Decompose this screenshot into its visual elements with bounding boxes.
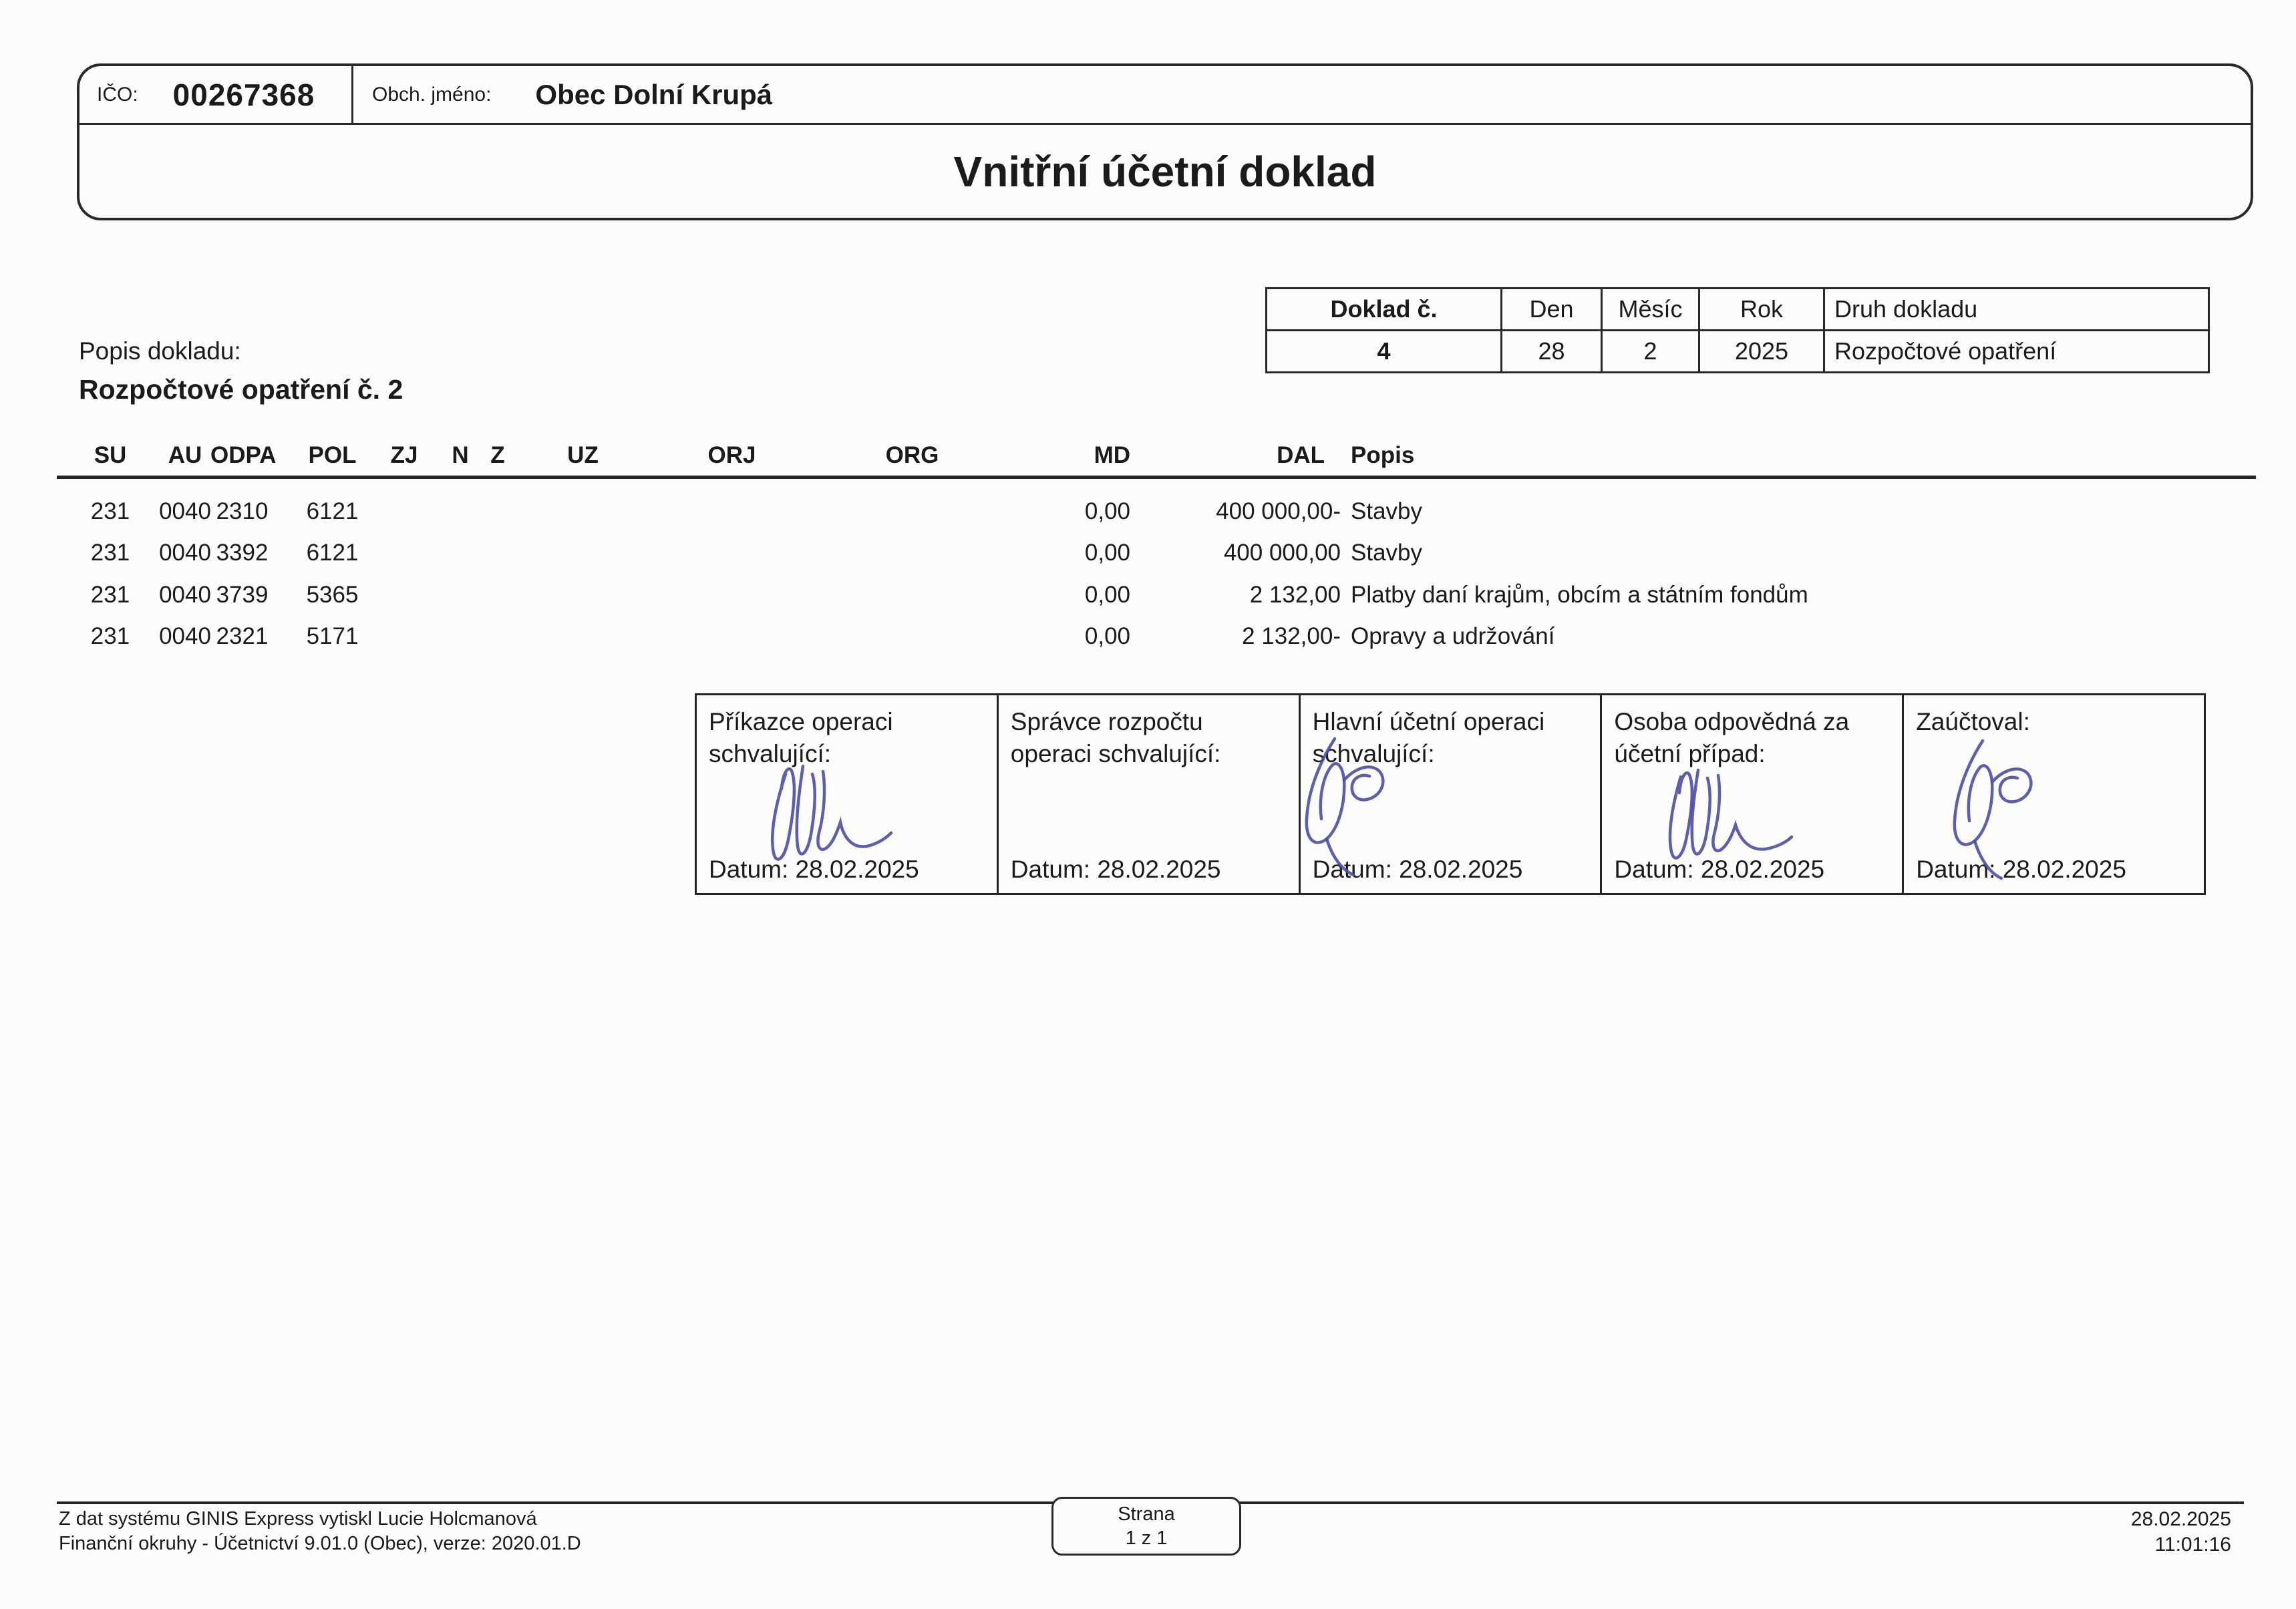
cell-md: 0,00 — [1084, 582, 1130, 608]
cell-au: 0040 — [159, 623, 211, 649]
signature-date: Datum: 28.02.2025 — [1010, 856, 1221, 883]
cell-md: 0,00 — [1084, 623, 1130, 649]
column-header-dal: DAL — [1277, 442, 1325, 468]
footer-print-line2: Finanční okruhy - Účetnictví 9.01.0 (Obec), verze: 2020.01.D — [59, 1533, 581, 1554]
signature-box-label — [1313, 706, 1589, 770]
company-name-value: Obec Dolní Krupá — [535, 78, 773, 110]
cell-pol: 6121 — [306, 540, 359, 566]
signature-box-label — [1011, 706, 1287, 770]
signature-date: Datum: 28.02.2025 — [1916, 856, 2126, 883]
footer-datetime — [2131, 1507, 2231, 1558]
signature-boxes-row — [695, 693, 2206, 895]
signature-date: Datum: 28.02.2025 — [1614, 856, 1825, 883]
signature-date: Datum: 28.02.2025 — [709, 856, 919, 883]
cell-dal: 400 000,00- — [1216, 498, 1341, 524]
page-number-box — [1051, 1497, 1241, 1556]
day-value: 28 — [1502, 331, 1602, 373]
month-header: Měsíc — [1602, 289, 1699, 331]
cell-dal: 2 132,00- — [1242, 623, 1341, 649]
signature-box-label — [709, 706, 985, 770]
cell-md: 0,00 — [1084, 540, 1130, 566]
cell-dal: 2 132,00 — [1249, 582, 1341, 608]
document-title: Vnitřní účetní doklad — [953, 147, 1377, 196]
column-header-orj: ORJ — [707, 442, 756, 468]
column-header-uz: UZ — [567, 442, 599, 468]
company-cell — [353, 66, 2251, 123]
column-header-popis: Popis — [1351, 442, 1415, 468]
document-header-box — [77, 63, 2253, 220]
cell-dal: 400 000,00 — [1223, 540, 1341, 566]
label-line: Hlavní účetní operaci — [1312, 708, 1545, 735]
signature-box-hlavni-ucetni — [1299, 693, 1603, 895]
doc-number-header: Doklad č. — [1267, 289, 1502, 331]
column-header-su: SU — [94, 442, 127, 468]
cell-popis: Stavby — [1351, 498, 1422, 524]
description-label: Popis dokladu: — [79, 337, 241, 365]
month-value: 2 — [1602, 331, 1699, 373]
company-name-label: Obch. jméno: — [372, 83, 492, 106]
label-line: schvalující: — [1312, 740, 1435, 767]
cell-odpa: 3392 — [216, 540, 269, 566]
doc-info-value-row — [1267, 331, 2209, 373]
cell-su: 231 — [90, 582, 130, 608]
cell-au: 0040 — [159, 498, 211, 524]
cell-odpa: 2310 — [216, 498, 269, 524]
cell-odpa: 2321 — [216, 623, 269, 649]
doc-number-value: 4 — [1267, 331, 1502, 373]
day-header: Den — [1502, 289, 1602, 331]
footer-print-date: 28.02.2025 — [2130, 1508, 2231, 1530]
cell-popis: Stavby — [1351, 540, 1422, 566]
company-info-strip — [79, 66, 2251, 125]
cell-au: 0040 — [159, 540, 211, 566]
signature-box-osoba-odpovedna — [1600, 693, 1904, 895]
year-value: 2025 — [1699, 331, 1824, 373]
column-header-zj: ZJ — [390, 442, 418, 468]
footer-print-time: 11:01:16 — [2154, 1534, 2231, 1556]
cell-popis: Platby daní krajům, obcím a státním fondům — [1351, 582, 1808, 608]
cell-pol: 6121 — [306, 498, 359, 524]
cell-su: 231 — [90, 540, 130, 566]
year-header: Rok — [1699, 289, 1824, 331]
signature-box-label — [1916, 706, 2192, 738]
footer-print-line1: Z dat systému GINIS Express vytiskl Lucie Holcmanová — [59, 1508, 537, 1530]
column-header-org: ORG — [885, 442, 939, 468]
signature-box-spravce — [997, 693, 1301, 895]
column-header-au: AU — [168, 442, 202, 468]
cell-pol: 5171 — [306, 623, 359, 649]
cell-popis: Opravy a udržování — [1351, 623, 1555, 649]
cell-md: 0,00 — [1084, 498, 1130, 524]
cell-au: 0040 — [159, 582, 211, 608]
footer-print-info — [59, 1507, 581, 1556]
ico-cell — [79, 66, 353, 123]
signature-box-label — [1614, 706, 1890, 770]
cell-pol: 5365 — [306, 582, 359, 608]
label-line: Správce rozpočtu — [1010, 708, 1203, 735]
ico-label: IČO: — [97, 83, 138, 106]
signature-box-zauctoval — [1902, 693, 2206, 895]
column-header-odpa: ODPA — [210, 442, 277, 468]
label-line: Příkazce operaci — [709, 708, 893, 735]
label-line: operaci schvalující: — [1010, 740, 1221, 767]
cell-su: 231 — [90, 498, 130, 524]
signature-box-prikazce — [695, 693, 999, 895]
column-header-md: MD — [1094, 442, 1130, 468]
header-underline — [57, 476, 2256, 479]
column-header-n: N — [452, 442, 469, 468]
label-line: schvalující: — [709, 740, 832, 767]
label-line: účetní případ: — [1614, 740, 1766, 767]
title-area — [79, 125, 2251, 218]
doc-type-value: Rozpočtové opatření — [1824, 331, 2209, 373]
doc-info-header-row — [1267, 289, 2209, 331]
doc-type-header: Druh dokladu — [1824, 289, 2209, 331]
page-value: 1 z 1 — [1125, 1528, 1168, 1549]
signature-date: Datum: 28.02.2025 — [1312, 856, 1523, 883]
column-header-pol: POL — [308, 442, 357, 468]
ico-value: 00267368 — [172, 77, 315, 112]
label-line: Zaúčtoval: — [1916, 708, 2030, 735]
doc-info-table — [1265, 287, 2210, 373]
cell-odpa: 3739 — [216, 582, 269, 608]
label-line: Osoba odpovědná za — [1614, 708, 1850, 735]
page-label: Strana — [1118, 1503, 1175, 1525]
description-value: Rozpočtové opatření č. 2 — [79, 374, 403, 405]
column-header-z: Z — [490, 442, 505, 468]
cell-su: 231 — [90, 623, 130, 649]
